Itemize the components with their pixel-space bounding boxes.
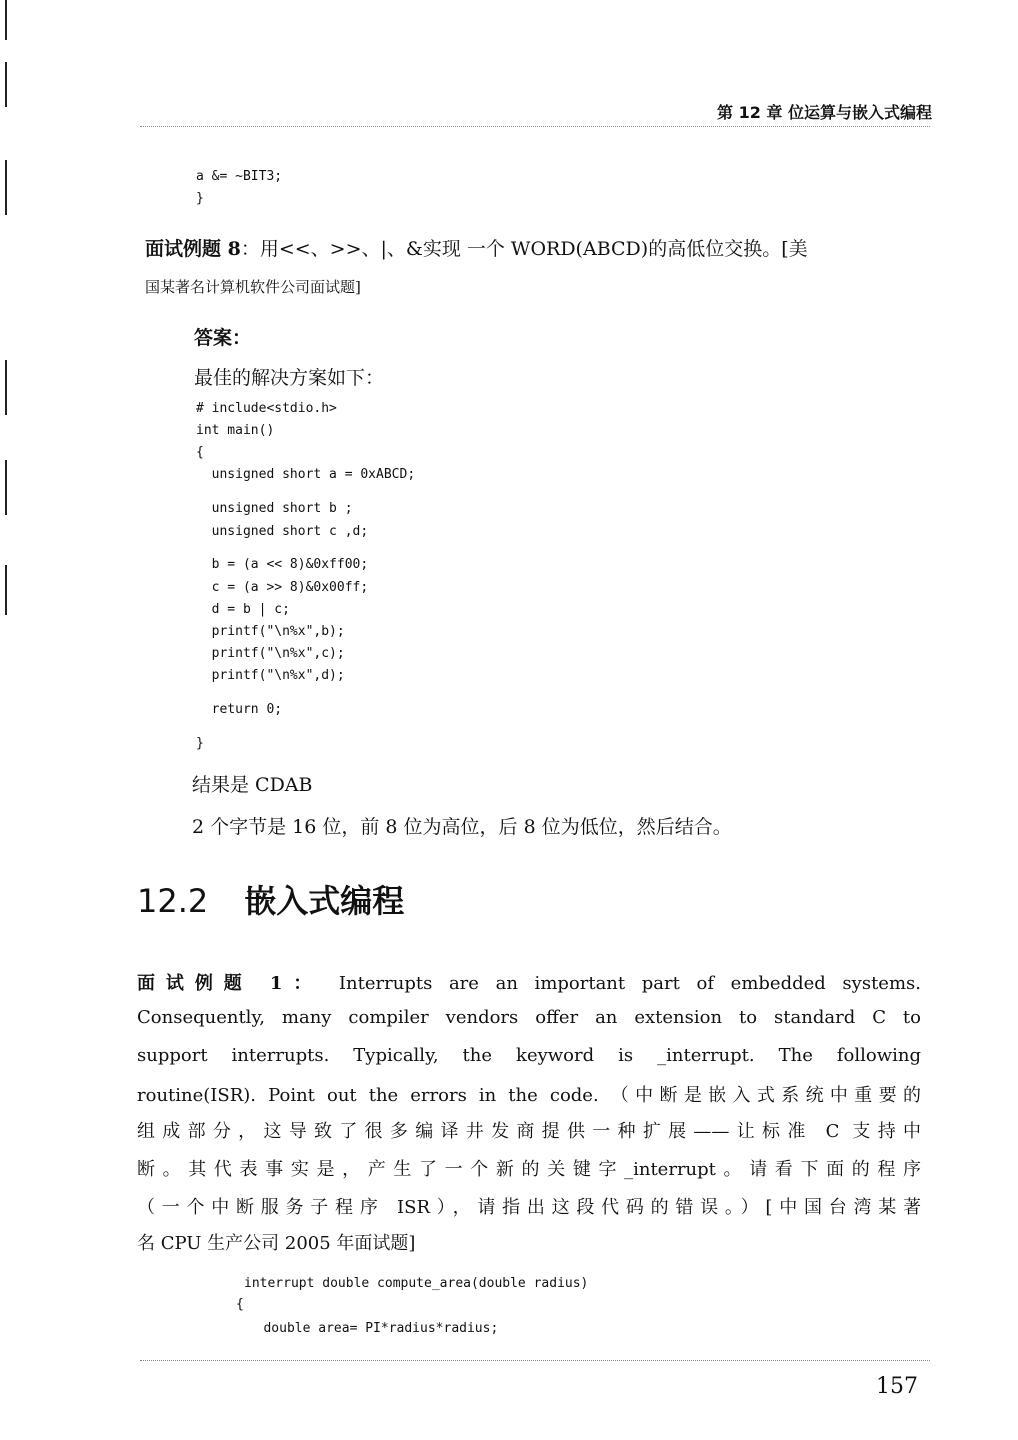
scan-mark xyxy=(5,62,7,107)
section-number: 12.2 xyxy=(137,882,209,920)
code-line: { xyxy=(236,1297,244,1312)
code-line: a &= ~BIT3; xyxy=(196,169,283,184)
code-line: # include<stdio.h> xyxy=(196,401,337,416)
paragraph-line: （一个中断服务子程序 ISR），请指出这段代码的错误。）[中国台湾某著 xyxy=(137,1197,921,1218)
code-line: unsigned short c ,d; xyxy=(196,524,369,539)
question-label: 面试例题 1： xyxy=(137,973,323,994)
section-title: 嵌入式编程 xyxy=(244,882,405,920)
code-line: c = (a >> 8)&0x00ff; xyxy=(196,580,369,595)
answer-explanation: 2 个字节是 16 位，前 8 位为高位，后 8 位为低位，然后结合。 xyxy=(192,816,732,838)
code-line: interrupt double compute_area(double radius) xyxy=(244,1276,589,1291)
scan-mark xyxy=(5,460,7,515)
question-source: 国某著名计算机软件公司面试题] xyxy=(145,278,361,296)
code-line: int main() xyxy=(196,423,275,438)
code-line: printf("\n%x",d); xyxy=(196,668,345,683)
question-8 xyxy=(145,234,808,261)
running-header: 第 12 章 位运算与嵌入式编程 xyxy=(717,103,932,122)
paragraph-line: support interrupts. Typically, the keyword is _interrupt. The following xyxy=(137,1045,921,1066)
code-line: printf("\n%x",b); xyxy=(196,624,345,639)
scan-mark xyxy=(5,160,7,215)
answer-heading: 答案： xyxy=(194,327,252,349)
code-line: return 0; xyxy=(196,702,283,717)
scan-mark xyxy=(5,0,7,40)
paragraph-line: routine(ISR). Point out the errors in the code. （中断是嵌入式系统中重要的 xyxy=(137,1085,921,1106)
scan-mark xyxy=(5,360,7,415)
question-text: Interrupts are an important part of embedded systems. xyxy=(338,973,921,994)
code-line: printf("\n%x",c); xyxy=(196,646,345,661)
code-line: unsigned short a = 0xABCD; xyxy=(196,467,416,482)
paragraph-line: 名 CPU 生产公司 2005 年面试题] xyxy=(137,1233,416,1254)
question-text: ：用<<、>>、|、&实现 一个 WORD(ABCD)的高低位交换。[美 xyxy=(240,238,808,260)
code-line: b = (a << 8)&0xff00; xyxy=(196,557,369,572)
code-line: } xyxy=(196,191,204,206)
question-label: 面试例题 8 xyxy=(145,238,241,260)
code-line: unsigned short b ; xyxy=(196,501,353,516)
section-heading xyxy=(137,876,404,922)
answer-result: 结果是 CDAB xyxy=(192,774,313,796)
footer-rule xyxy=(140,1360,930,1361)
scan-mark xyxy=(5,565,7,615)
answer-intro: 最佳的解决方案如下： xyxy=(194,367,385,389)
paragraph-line: Consequently, many compiler vendors offer an extension to standard C to xyxy=(137,1007,921,1028)
code-line: { xyxy=(196,445,204,460)
header-rule xyxy=(140,126,930,127)
code-line: d = b | c; xyxy=(196,602,290,617)
code-line: } xyxy=(196,736,204,751)
paragraph-line: 断。其代表事实是，产生了一个新的关键字_interrupt。请看下面的程序 xyxy=(137,1159,921,1180)
paragraph-line xyxy=(137,969,921,995)
paragraph-line: 组成部分，这导致了很多编译井发商提供一种扩展——让标准 C 支持中 xyxy=(137,1121,921,1142)
page-number: 157 xyxy=(876,1374,918,1399)
code-line: double area= PI*radius*radius; xyxy=(240,1321,499,1336)
